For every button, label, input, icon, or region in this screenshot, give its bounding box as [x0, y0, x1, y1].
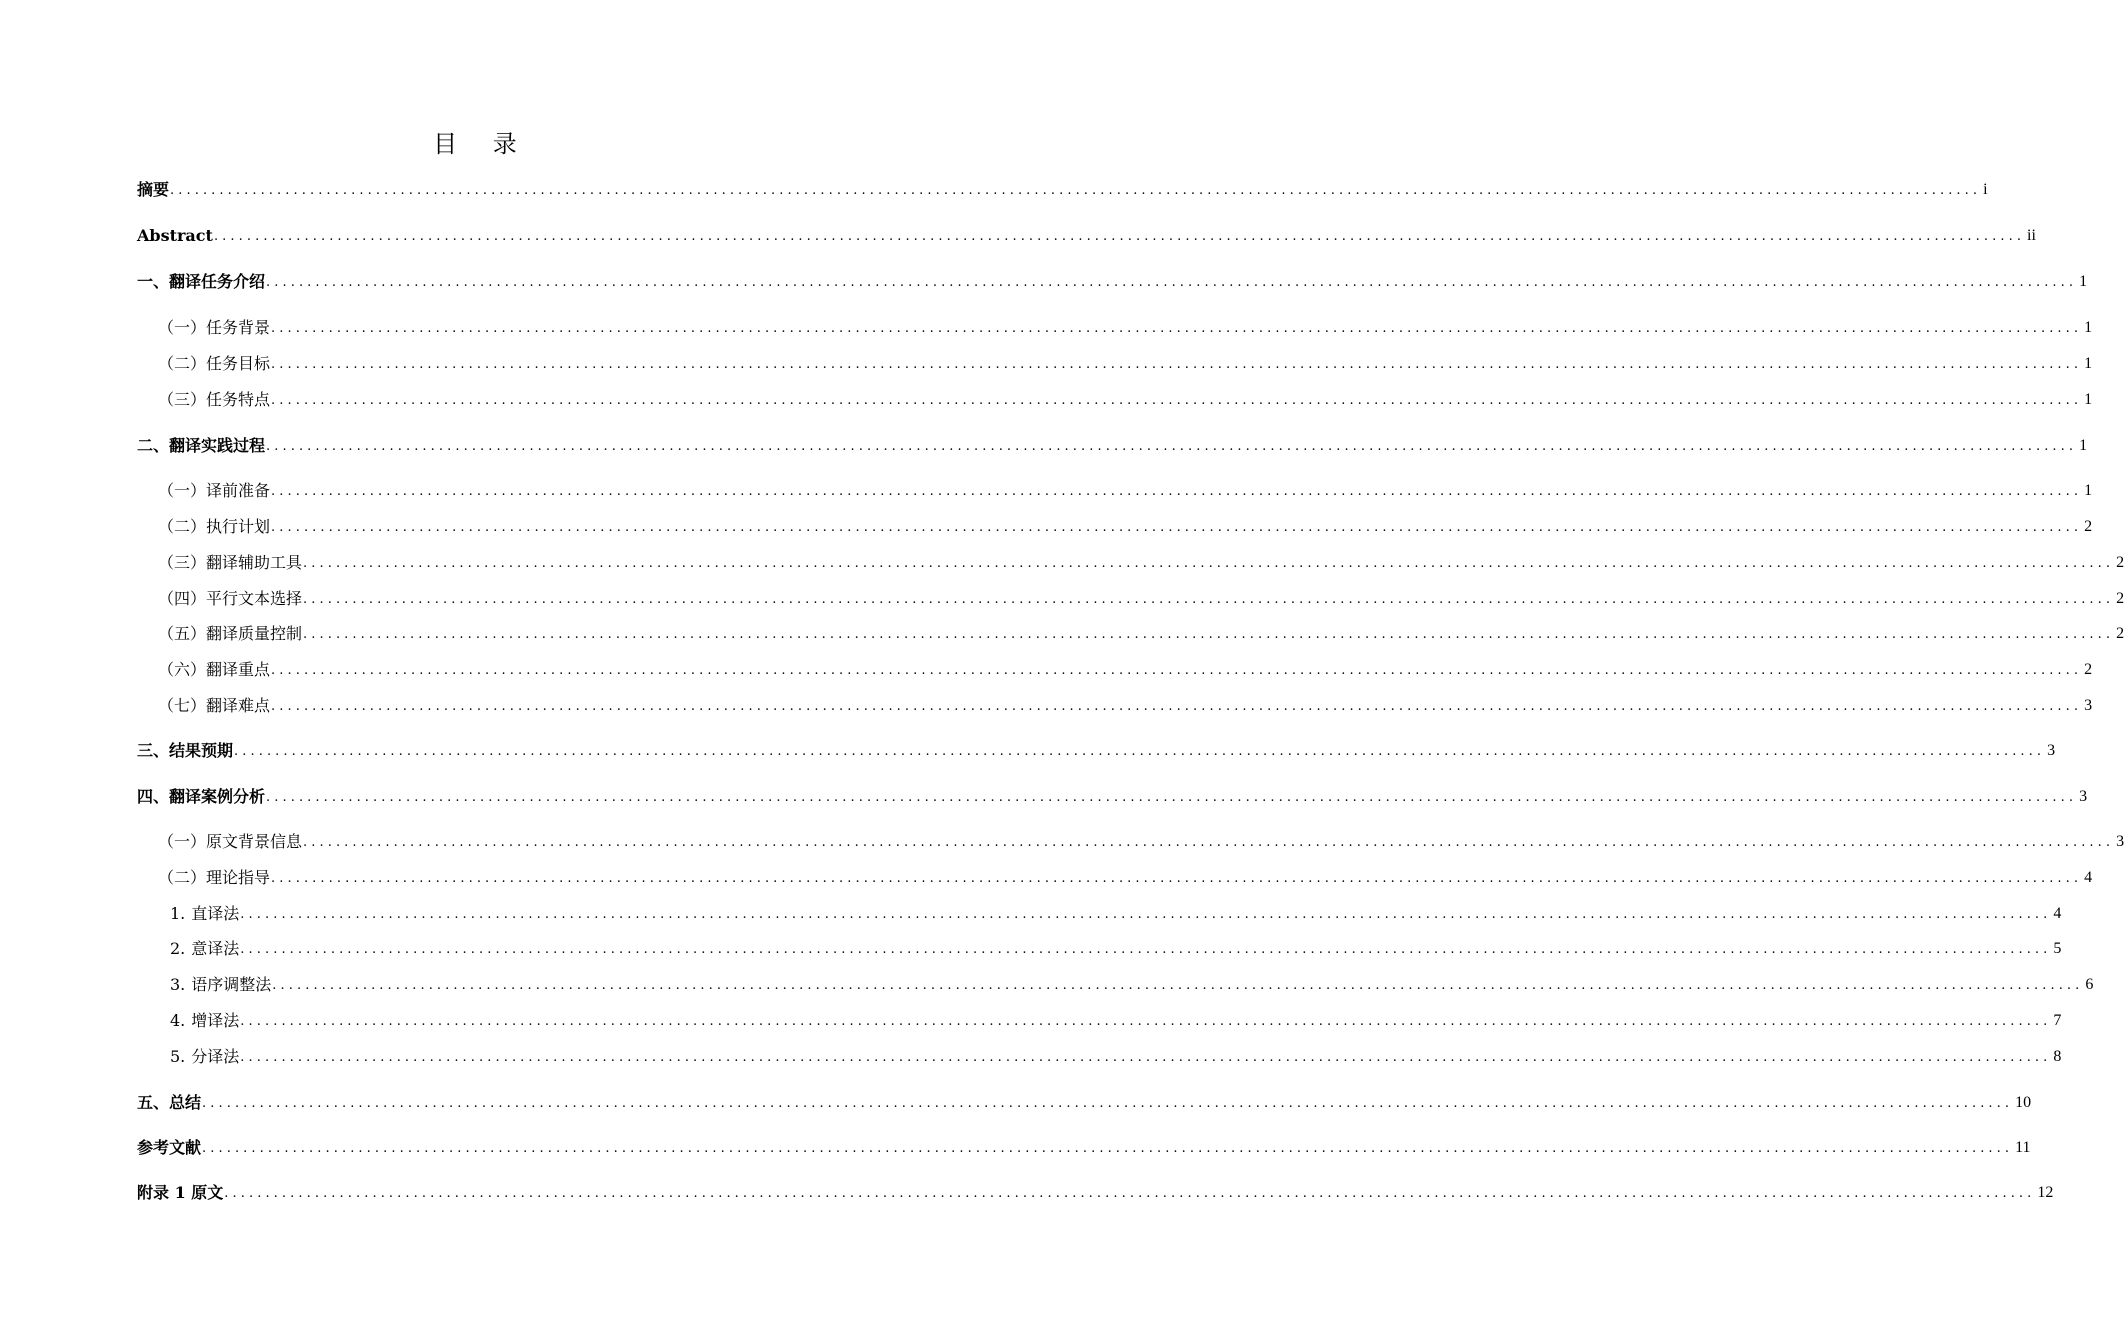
- toc-entry[interactable]: [158, 513, 2093, 537]
- toc-entry[interactable]: [170, 1043, 2062, 1067]
- toc-entry-page-number: 3: [2079, 788, 2088, 805]
- toc-entry[interactable]: [158, 549, 2124, 573]
- toc-entry-number: 5.: [170, 1047, 186, 1066]
- toc-entry-label: （七）翻译难点: [158, 696, 271, 715]
- toc-leader-dots: ............................................................................................................................................................................................................................: [240, 1050, 2052, 1065]
- toc-leader-dots: ............................................................................................................................................................................................................................: [271, 520, 2083, 535]
- toc-entry-page-number: 2: [2116, 590, 2124, 607]
- toc-entry-label: （一）译前准备: [158, 481, 271, 500]
- toc-leader-dots: ............................................................................................................................................................................................................................: [271, 357, 2083, 372]
- toc-entry-label: （二）任务目标: [158, 354, 271, 373]
- toc-leader-dots: ............................................................................................................................................................................................................................: [271, 663, 2083, 678]
- toc-entry[interactable]: [170, 900, 2062, 924]
- toc-entry-label: 分译法: [191, 1047, 240, 1066]
- toc-entry[interactable]: [158, 864, 2093, 888]
- toc-entry[interactable]: [137, 1134, 2031, 1158]
- toc-entry[interactable]: [137, 432, 2088, 456]
- toc-entry-page-number: 3: [2084, 697, 2093, 714]
- toc-entry-page-number: 2: [2116, 554, 2124, 571]
- toc-leader-dots: ............................................................................................................................................................................................................................: [266, 790, 2078, 805]
- toc-entry-label: （三）任务特点: [158, 390, 271, 409]
- toc-entry-label: Abstract: [137, 226, 213, 245]
- toc-entry-page-number: 2: [2084, 661, 2093, 678]
- toc-entry[interactable]: [158, 620, 2124, 644]
- toc-entry[interactable]: [137, 1089, 2032, 1113]
- toc-entry-label: 五、总结: [137, 1093, 202, 1112]
- toc-leader-dots: ............................................................................................................................................................................................................................: [271, 699, 2083, 714]
- toc-entry-label: （一）任务背景: [158, 318, 271, 337]
- toc-entry-label: 增译法: [191, 1011, 240, 1030]
- toc-entry[interactable]: [137, 176, 1988, 200]
- toc-entry-label: 意译法: [191, 939, 240, 958]
- toc-entry-label: 三、结果预期: [137, 741, 234, 760]
- toc-entry-page-number: 1: [2079, 437, 2088, 454]
- toc-entry-page-number: 12: [2037, 1184, 2054, 1201]
- toc-entry[interactable]: [158, 350, 2093, 374]
- toc-leader-dots: ............................................................................................................................................................................................................................: [303, 835, 2115, 850]
- toc-entry-page-number: 5: [2053, 940, 2062, 957]
- toc-entry-label: 四、翻译案例分析: [137, 787, 266, 806]
- toc-leader-dots: ............................................................................................................................................................................................................................: [272, 978, 2084, 993]
- toc-entry-page-number: 1: [2084, 482, 2093, 499]
- toc-leader-dots: ............................................................................................................................................................................................................................: [224, 1186, 2036, 1201]
- toc-entry[interactable]: [158, 585, 2124, 609]
- toc-entry-label: （六）翻译重点: [158, 660, 271, 679]
- toc-leader-dots: ............................................................................................................................................................................................................................: [266, 439, 2078, 454]
- toc-leader-dots: ............................................................................................................................................................................................................................: [266, 275, 2078, 290]
- toc-entry-page-number: 1: [2084, 391, 2093, 408]
- toc-leader-dots: ............................................................................................................................................................................................................................: [170, 183, 1982, 198]
- toc-entry-label: （三）翻译辅助工具: [158, 553, 303, 572]
- toc-entry[interactable]: [170, 1007, 2062, 1031]
- toc-title: 目 录: [433, 130, 531, 158]
- toc-entry[interactable]: [158, 656, 2093, 680]
- toc-leader-dots: ............................................................................................................................................................................................................................: [202, 1141, 2014, 1156]
- toc-entry-page-number: 2: [2084, 518, 2093, 535]
- toc-entry-page-number: 8: [2053, 1048, 2062, 1065]
- toc-leader-dots: ............................................................................................................................................................................................................................: [303, 556, 2115, 571]
- toc-entry[interactable]: [137, 268, 2088, 292]
- toc-leader-dots: ............................................................................................................................................................................................................................: [240, 1014, 2052, 1029]
- toc-entry[interactable]: [158, 828, 2124, 852]
- toc-leader-dots: ............................................................................................................................................................................................................................: [271, 871, 2083, 886]
- toc-entry-label: 一、翻译任务介绍: [137, 272, 266, 291]
- toc-entry[interactable]: [158, 692, 2093, 716]
- toc-entry-number: 4.: [170, 1011, 186, 1030]
- toc-leader-dots: ............................................................................................................................................................................................................................: [271, 484, 2083, 499]
- toc-entry-page-number: 7: [2053, 1012, 2062, 1029]
- toc-entry-label: （二）理论指导: [158, 868, 271, 887]
- toc-entry-page-number: i: [1983, 181, 1988, 198]
- toc-entry-label: 摘要: [137, 180, 170, 199]
- toc-leader-dots: ............................................................................................................................................................................................................................: [240, 907, 2052, 922]
- toc-entry-number: 1.: [170, 904, 186, 923]
- toc-entry-page-number: 3: [2116, 833, 2124, 850]
- toc-entry-label: 直译法: [191, 904, 240, 923]
- toc-entry[interactable]: [170, 971, 2094, 995]
- toc-leader-dots: ............................................................................................................................................................................................................................: [234, 744, 2046, 759]
- toc-entry[interactable]: [137, 737, 2056, 761]
- toc-entry-label: （四）平行文本选择: [158, 589, 303, 608]
- toc-entry-label: 二、翻译实践过程: [137, 436, 266, 455]
- toc-entry-number: 2.: [170, 939, 186, 958]
- toc-entry[interactable]: [137, 222, 2036, 246]
- toc-entry[interactable]: [158, 314, 2093, 338]
- toc-leader-dots: ............................................................................................................................................................................................................................: [240, 942, 2052, 957]
- toc-leader-dots: ............................................................................................................................................................................................................................: [202, 1096, 2014, 1111]
- toc-entry-number: 3.: [170, 975, 186, 994]
- toc-leader-dots: ............................................................................................................................................................................................................................: [271, 321, 2083, 336]
- toc-leader-dots: ............................................................................................................................................................................................................................: [303, 627, 2115, 642]
- toc-entry[interactable]: [158, 477, 2093, 501]
- toc-entry-page-number: 4: [2084, 869, 2093, 886]
- toc-leader-dots: ............................................................................................................................................................................................................................: [303, 592, 2115, 607]
- toc-entry-page-number: 6: [2085, 976, 2094, 993]
- toc-leader-dots: ............................................................................................................................................................................................................................: [213, 229, 2026, 244]
- toc-leader-dots: ............................................................................................................................................................................................................................: [271, 393, 2083, 408]
- toc-entry-page-number: 1: [2079, 273, 2088, 290]
- toc-entry[interactable]: [170, 935, 2062, 959]
- toc-entry-label: （五）翻译质量控制: [158, 624, 303, 643]
- toc-entry-label: 语序调整法: [191, 975, 272, 994]
- toc-entry-page-number: 3: [2047, 742, 2056, 759]
- toc-entry-page-number: 2: [2116, 625, 2124, 642]
- toc-entry[interactable]: [137, 783, 2088, 807]
- toc-entry-label: （二）执行计划: [158, 517, 271, 536]
- toc-entry-page-number: 1: [2084, 355, 2093, 372]
- toc-entry-page-number: 11: [2015, 1139, 2031, 1156]
- toc-entry[interactable]: [137, 1179, 2054, 1203]
- toc-entry-page-number: ii: [2027, 227, 2036, 244]
- toc-entry-page-number: 10: [2015, 1094, 2032, 1111]
- toc-entry-label: （一）原文背景信息: [158, 832, 303, 851]
- toc-entry-label: 参考文献: [137, 1138, 202, 1157]
- toc-entry[interactable]: [158, 386, 2093, 410]
- toc-entry-label: 附录 1 原文: [137, 1183, 224, 1202]
- toc-entry-page-number: 1: [2084, 319, 2093, 336]
- toc-entry-page-number: 4: [2053, 905, 2062, 922]
